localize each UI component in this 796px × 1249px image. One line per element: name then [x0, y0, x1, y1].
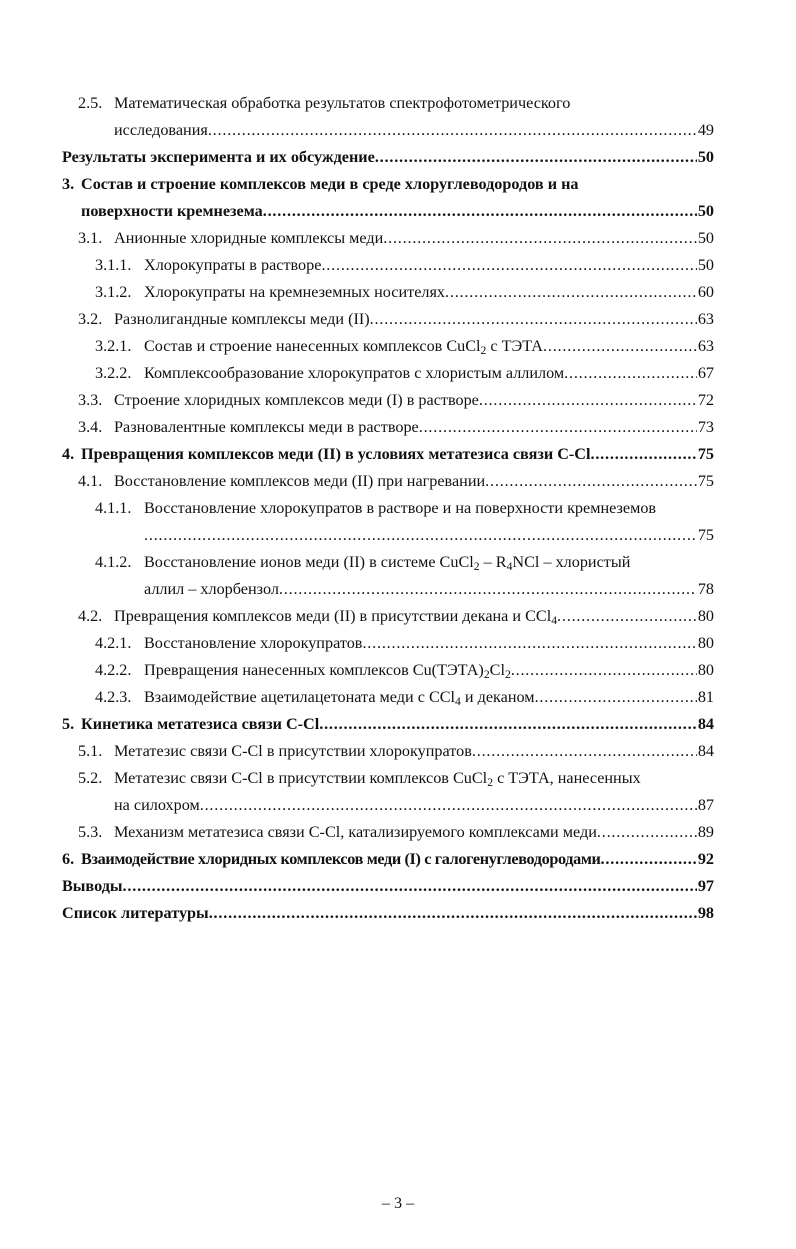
toc-leader [208, 117, 697, 144]
toc-leader [472, 738, 697, 765]
toc-entry-6 [62, 846, 714, 873]
toc-leader [209, 900, 697, 927]
toc-entry-4-2 [62, 603, 714, 630]
toc-entry-2-5 [62, 90, 714, 144]
toc-entry-3-1-2 [62, 279, 714, 306]
toc-title-subscript: 4 [551, 613, 558, 627]
toc-leader [123, 873, 697, 900]
toc-entry-4 [62, 441, 714, 468]
toc-leader [370, 306, 697, 333]
toc-entry-4-2-3 [62, 684, 714, 711]
toc-title-part: Взаимодействие ацетилацетоната меди с CCl [144, 688, 456, 706]
toc-leader [362, 630, 696, 657]
toc-title: Хлорокупраты в растворе [144, 256, 322, 274]
toc-number: 3.1. [78, 229, 103, 247]
toc-entry-3-2-1 [62, 333, 714, 360]
toc-title: Восстановление хлорокупратов в растворе и на поверхности кремнеземов [144, 499, 657, 517]
toc-title [144, 333, 543, 360]
toc-leader [419, 414, 697, 441]
toc-number: 4.1.1. [95, 499, 132, 517]
toc-page-number: 72 [697, 391, 714, 409]
toc-title-continuation: исследования [114, 121, 208, 139]
toc-page-number: 63 [697, 310, 714, 328]
toc-leader [375, 144, 697, 171]
table-of-contents [62, 90, 714, 927]
toc-title: Анионные хлоридные комплексы меди [114, 229, 384, 247]
toc-title-part: Восстановление ионов меди (II) в системе CuCl [144, 553, 474, 571]
toc-entry-3-2-2 [62, 360, 714, 387]
toc-page-number: 87 [697, 796, 714, 814]
toc-entry-3-2 [62, 306, 714, 333]
toc-page-number: 73 [697, 418, 714, 436]
toc-page-number: 49 [697, 121, 714, 139]
toc-page-number: 80 [697, 634, 714, 652]
toc-entry-3-3 [62, 387, 714, 414]
toc-number: 4.1.2. [95, 553, 132, 571]
toc-page-number: 75 [697, 445, 714, 463]
toc-entry-5-1 [62, 738, 714, 765]
toc-entry-references [62, 900, 714, 927]
toc-title: Разновалентные комплексы меди в растворе [114, 418, 419, 436]
toc-title: Механизм метатезиса связи C-Cl, катализируемого комплексами меди [114, 823, 597, 841]
toc-entry-4-2-2 [62, 657, 714, 684]
toc-page-number: 80 [697, 661, 714, 679]
toc-number: 4.2. [78, 607, 103, 625]
toc-title-subscript: 2 [480, 343, 487, 357]
toc-title [114, 769, 641, 787]
toc-leader [601, 846, 697, 873]
toc-leader [263, 198, 697, 225]
toc-entry-3-1-1 [62, 252, 714, 279]
toc-leader [543, 333, 697, 360]
toc-leader [319, 711, 697, 738]
toc-title-subscript: 2 [504, 667, 511, 681]
toc-title-subscript: 4 [506, 559, 513, 573]
toc-title-part: Превращения комплексов меди (II) в присутствии декана и CCl [114, 607, 552, 625]
toc-page-number: 89 [697, 823, 714, 841]
toc-page-number: 50 [697, 202, 714, 220]
toc-number: 5.2. [78, 769, 103, 787]
toc-entry-4-1-2 [62, 549, 714, 603]
toc-entry-results [62, 144, 714, 171]
toc-title-subscript: 2 [473, 559, 480, 573]
toc-number: 4. [62, 445, 75, 463]
toc-title-subscript: 4 [455, 694, 461, 708]
toc-title: Превращения комплексов меди (II) в условиях метатезиса связи C-Cl [81, 445, 591, 463]
toc-leader [511, 657, 697, 684]
toc-entry-4-2-1 [62, 630, 714, 657]
toc-number: 4.2.1. [95, 634, 132, 652]
toc-leader [564, 360, 697, 387]
toc-number: 3.1.2. [95, 283, 132, 301]
toc-page-number: 97 [697, 877, 714, 895]
toc-title: Восстановление комплексов меди (II) при нагревании [114, 472, 486, 490]
page-number: – 3 – [381, 1194, 415, 1212]
toc-title [144, 684, 535, 711]
toc-entry-5-3 [62, 819, 714, 846]
toc-entry-3-4 [62, 414, 714, 441]
toc-page-number: 80 [697, 607, 714, 625]
toc-title: Список литературы [62, 904, 209, 922]
toc-entry-5 [62, 711, 714, 738]
toc-title-part: Состав и строение нанесенных комплексов CuCl [144, 337, 481, 355]
toc-title-continuation: аллил – хлорбензол [144, 580, 279, 598]
toc-page-number: 67 [697, 364, 714, 382]
toc-page-number: 81 [697, 688, 714, 706]
toc-page-number: 75 [697, 526, 714, 544]
toc-number: 3.2. [78, 310, 103, 328]
toc-title: Математическая обработка результатов спектрофотометрического [114, 94, 571, 112]
toc-title [114, 603, 557, 630]
toc-title: Взаимодействие хлоридных комплексов меди (I) с галогенуглеводородами [81, 850, 601, 868]
toc-title-part: и деканом [460, 688, 535, 706]
toc-title-part: Метатезис связи C-Cl в присутствии комплексов CuCl [114, 769, 488, 787]
toc-leader [200, 792, 697, 819]
toc-number: 5. [62, 715, 75, 733]
toc-title: Восстановление хлорокупратов [144, 634, 363, 652]
toc-number: 3.2.1. [95, 337, 132, 355]
toc-number: 4.2.2. [95, 661, 132, 679]
toc-page-number: 63 [697, 337, 714, 355]
toc-number: 4.1. [78, 472, 103, 490]
toc-title: Выводы [62, 877, 123, 895]
toc-title: Кинетика метатезиса связи C-Cl [81, 715, 320, 733]
toc-title: Комплексообразование хлорокупратов с хлористым аллилом [144, 364, 565, 382]
toc-title [144, 553, 630, 571]
toc-leader [144, 522, 697, 549]
toc-leader [597, 819, 697, 846]
toc-title: Метатезис связи C-Cl в присутствии хлорокупратов [114, 742, 472, 760]
toc-leader [479, 387, 697, 414]
toc-title-part: с ТЭТА [486, 337, 543, 355]
toc-number: 4.2.3. [95, 688, 132, 706]
toc-entry-3 [62, 171, 714, 225]
toc-title-part: с ТЭТА, нанесенных [493, 769, 641, 787]
toc-entry-4-1-1 [62, 495, 714, 549]
toc-number: 5.1. [78, 742, 103, 760]
toc-title: Строение хлоридных комплексов меди (I) в растворе [114, 391, 479, 409]
toc-page-number: 84 [697, 742, 714, 760]
toc-page-number: 50 [697, 229, 714, 247]
toc-leader [557, 603, 697, 630]
toc-leader [279, 576, 697, 603]
toc-entry-5-2 [62, 765, 714, 819]
toc-page-number: 78 [697, 580, 714, 598]
toc-title: Результаты эксперимента и их обсуждение [62, 148, 375, 166]
toc-title-continuation: на силохром [114, 796, 200, 814]
toc-number: 3.1.1. [95, 256, 132, 274]
toc-page-number: 98 [697, 904, 714, 922]
toc-title-continuation: поверхности кремнезема [81, 202, 263, 220]
toc-leader [383, 225, 697, 252]
toc-title-part: Превращения нанесенных комплексов Cu(ТЭТА) [144, 661, 484, 679]
toc-number: 3.3. [78, 391, 103, 409]
toc-leader [590, 441, 696, 468]
toc-leader [321, 252, 696, 279]
toc-number: 3.2.2. [95, 364, 132, 382]
toc-title-subscript: 2 [487, 775, 494, 789]
toc-page-number: 75 [697, 472, 714, 490]
toc-title: Состав и строение комплексов меди в среде хлоруглеводородов и на [81, 175, 579, 193]
toc-title: Разнолигандные комплексы меди (II) [114, 310, 370, 328]
toc-title: Хлорокупраты на кремнеземных носителях [144, 283, 446, 301]
toc-number: 6. [62, 850, 75, 868]
toc-page-number: 50 [697, 256, 714, 274]
toc-title-subscript: 2 [483, 667, 490, 681]
toc-number: 3. [62, 175, 75, 193]
toc-number: 2.5. [78, 94, 103, 112]
toc-title [144, 657, 511, 684]
toc-title-part: Cl [489, 661, 505, 679]
toc-title-part: – R [479, 553, 507, 571]
toc-page-number: 60 [697, 283, 714, 301]
toc-number: 5.3. [78, 823, 103, 841]
toc-leader [535, 684, 697, 711]
toc-leader [485, 468, 697, 495]
toc-entry-4-1 [62, 468, 714, 495]
toc-leader [445, 279, 697, 306]
toc-page-number: 50 [697, 148, 714, 166]
toc-number: 3.4. [78, 418, 103, 436]
toc-entry-3-1 [62, 225, 714, 252]
toc-entry-conclusions [62, 873, 714, 900]
toc-title-part: NCl – хлористый [512, 553, 631, 571]
toc-page-number: 84 [697, 715, 714, 733]
toc-page-number: 92 [697, 850, 714, 868]
